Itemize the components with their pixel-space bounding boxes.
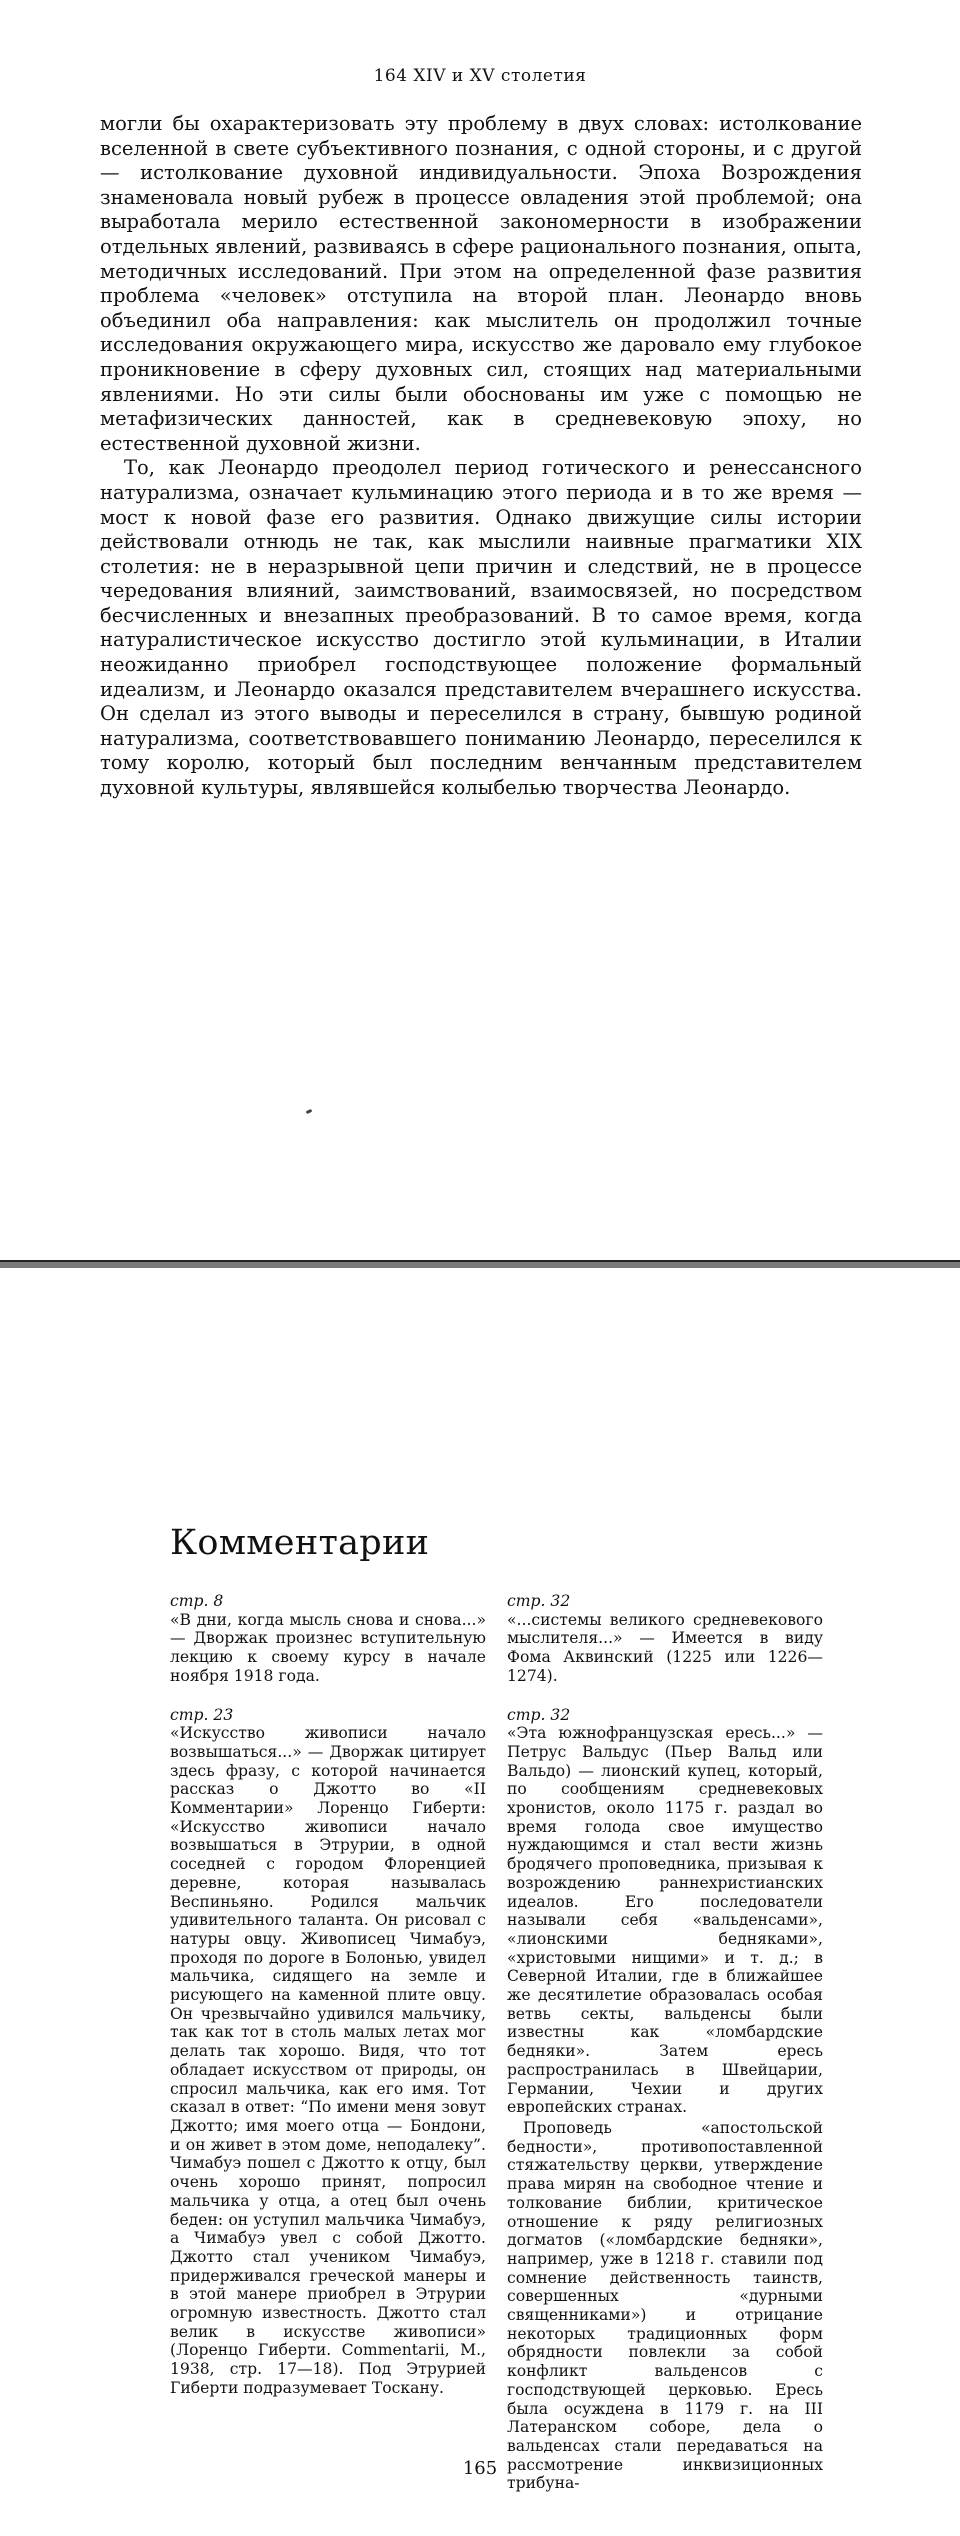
body-text — [100, 112, 862, 801]
running-head: 164 XIV и XV столетия — [373, 66, 587, 86]
page-reference: стр. 32 — [507, 1592, 571, 1610]
comment-entry — [170, 1706, 486, 2398]
comment-entry — [507, 1706, 823, 2494]
paragraph: могли бы охарактеризовать эту проблему в двух словах: истолкование вселенной в свете субъективного познания, с одной стороны, и с другой — истолкование духовной индивидуальности. Эпоха Возрождения знаменовала новый рубеж в процессе овладения этой проблемой; она выработала мерило естественной закономерности в изображении отдельных явлений, развиваясь в сфере рационального познания, опыта, методичных исследований. При этом на определенной фазе развития проблема «человек» отступила на второй план. Леонардо вновь объединил оба направления: как мыслитель он продолжил точные исследования окружающего мира, искусство же даровало ему глубокое проникновение в сферу духовных сил, стоящих над материальными явлениями. Но эти силы были обоснованы им уже с помощью не метафизических данностей, как в средневековую эпоху, но естественной духовной жизни. — [100, 112, 862, 455]
comments-column-left — [170, 1592, 486, 2418]
comment-entry — [170, 1592, 486, 1686]
scan-speck — [306, 1109, 313, 1114]
page-title: Комментарии — [170, 1523, 430, 1563]
comment-text: «...системы великого средневекового мыслителя...» — Имеется в виду Фома Аквинский (1225 или 1226—1274). — [507, 1610, 823, 1685]
comment-text: «Эта южнофранцузская ересь...» — Петрус Вальдус (Пьер Вальд или Вальдо) — лионский купец, который, по сообщениям средневековых хронистов, около 1175 г. раздал во время голода свое имущество нуждающимся и стал вести жизнь бродячего проповедника, призывая к возрождению раннехристианских идеалов. Его последователи называли себя «вальденсами», «лионскими бедняками», «христовыми нищими» и т. д.; в Северной Италии, где в ближайшее же десятилетие образовалась особая ветвь секты, вальденсы были известны как «ломбардские бедняки». Затем ересь распространилась в Швейцарии, Германии, Чехии и других европейских странах. — [507, 1724, 823, 2117]
comment-text: «Искусство живописи начало возвышаться...» — Дворжак цитирует здесь фразу, с которой начинается рассказ о Джотто во «II Комментарии» Лоренцо Гиберти: «Искусство живописи начало возвышаться в Этрурии, в одной соседней с городом Флоренцией деревне, которая называлась Веспиньяно. Родился мальчик удивительного таланта. Он рисовал с натуры овцу. Живописец Чимабуэ, проходя по дороге в Болонью, увидел мальчика, сидящего на земле и рисующего на каменной плите овцу. Он чрезвычайно удивился мальчику, так как тот в столь малых летах мог делать так хорошо. Видя, что тот обладает искусством от природы, он спросил мальчика, как его имя. Тот сказал в ответ: “По имени меня зовут Джотто; имя моего отца — Бондони, и он живет в этом доме, неподалеку”. Чимабуэ пошел с Джотто к отцу, был очень хорошо принят, попросил мальчика у отца, а отец был очень беден: он уступил мальчика Чимабуэ, а Чимабуэ увел с собой Джотто. Джотто стал учеником Чимабуэ, придерживался греческой манеры и в этой манере приобрел в Этрурии огромную известность. Джотто стал велик в искусстве живописи» (Лоренцо Гиберти. Commentarii, М., 1938, стр. 17—18). Под Этрурией Гиберти подразумевает Тоскану. — [170, 1724, 486, 2397]
comments-column-right — [507, 1592, 823, 2513]
page-reference: стр. 23 — [170, 1705, 234, 1724]
page-reference: стр. 32 — [507, 1705, 571, 1724]
comment-text-continued: Проповедь «апостольской бедности», противопоставленной стяжательству церкви, утверждение права мирян на свободное чтение и толкование библии, критическое отношение к ряду религиозных догматов («ломбардские бедняки», например, уже в 1218 г. ставили под сомнение действенность таинств, совершенных «дурными священниками») и отрицание некоторых традиционных форм обрядности повлекли за собой конфликт вальденсов с господствующей церковью. Ересь была осуждена в 1179 г. на III Латеранском соборе, дела о вальденсах стали передаваться на рассмотрение инквизиционных трибуна- — [507, 2118, 823, 2493]
comment-entry — [507, 1592, 823, 1686]
page-reference: стр. 8 — [170, 1592, 224, 1610]
page-number: 165 — [462, 2458, 498, 2479]
page-165 — [0, 1268, 960, 2536]
comment-text: «В дни, когда мысль снова и снова...» — Дворжак произнес вступительную лекцию к своему курсу в начале ноября 1918 года. — [170, 1610, 486, 1685]
paragraph: То, как Леонардо преодолел период готического и ренессансного натурализма, означает кульминацию этого периода и в то же время — мост к новой фазе его развития. Однако движущие силы истории действовали отнюдь не так, как мыслили наивные прагматики XIX столетия: не в неразрывной цепи причин и следствий, не в процессе чередования влияний, заимствований, взаимосвязей, но посредством бесчисленных и внезапных преобразований. В то самое время, когда натуралистическое искусство достигло этой кульминации, в Италии неожиданно приобрел господствующее положение формальный идеализм, и Леонардо оказался представителем вчерашнего искусства. Он сделал из этого выводы и переселился в страну, бывшую родиной натурализма, соответствовавшего пониманию Леонардо, переселился к тому королю, который был последним венчанным представителем духовной культуры, являвшейся колыбелью творчества Леонардо. — [100, 456, 862, 800]
page-164 — [0, 0, 960, 1262]
